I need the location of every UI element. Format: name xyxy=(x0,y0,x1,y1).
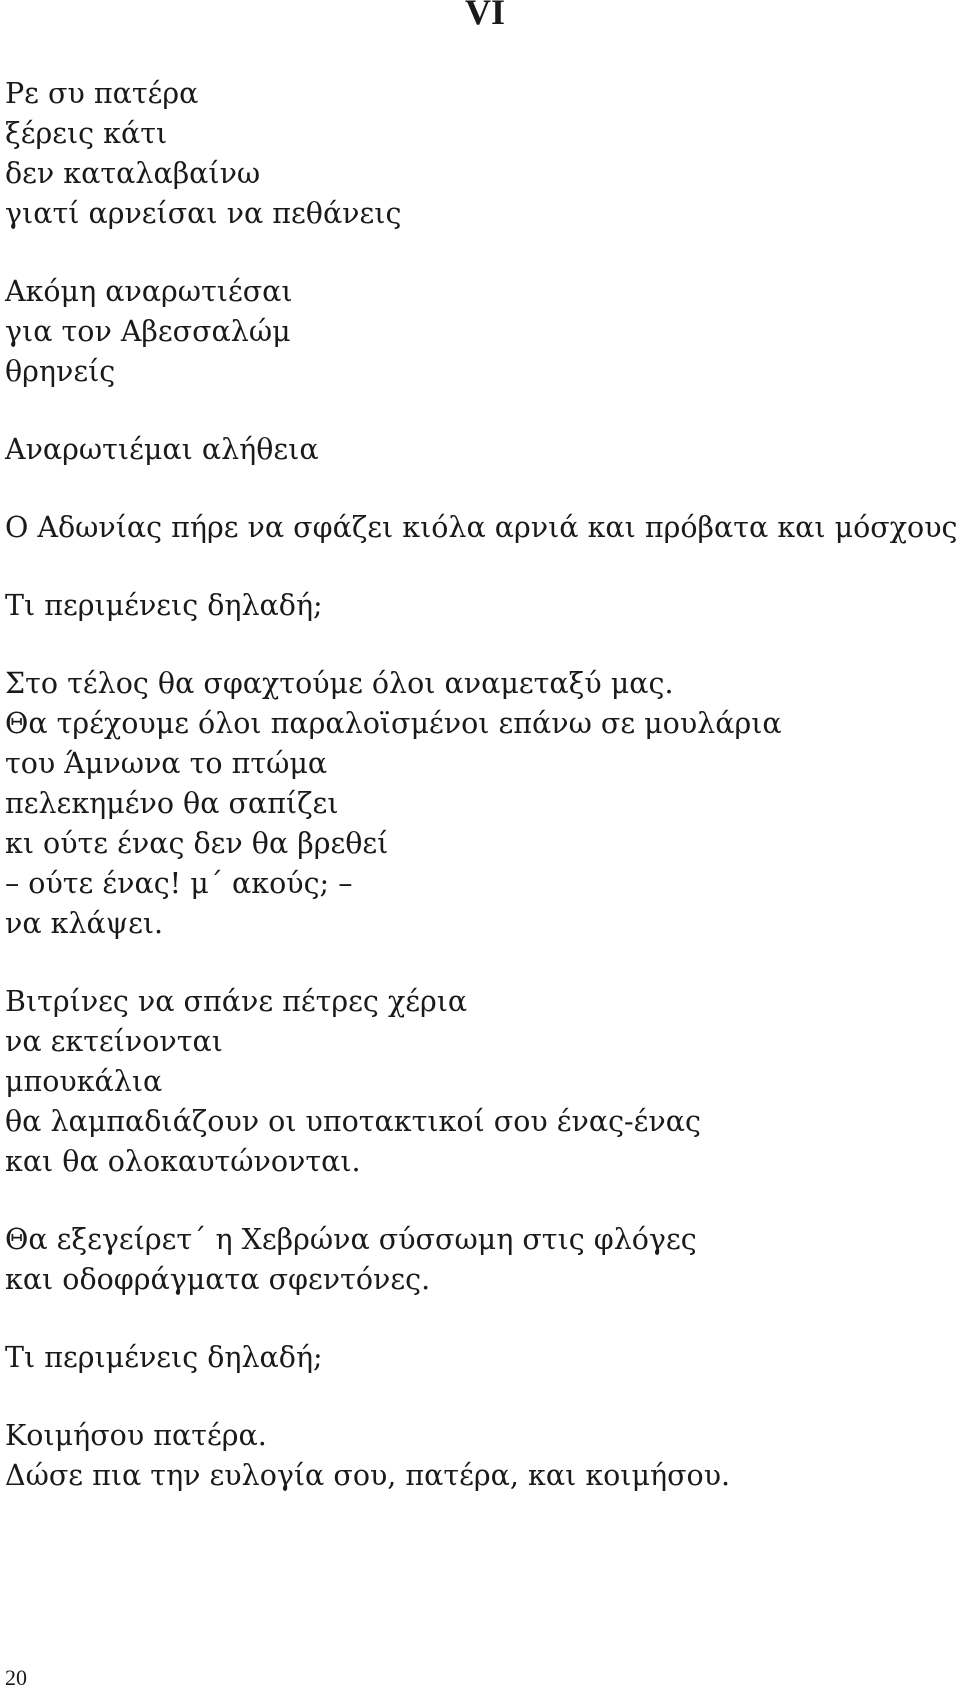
stanza-break xyxy=(5,548,955,586)
stanza xyxy=(5,272,955,392)
poem-line: Τι περιμένεις δηλαδή; xyxy=(5,1341,323,1374)
stanza xyxy=(5,74,955,234)
poem-line: Στο τέλος θα σφαχτούμε όλοι αναμεταξύ μας. xyxy=(5,667,674,700)
stanza xyxy=(5,1220,955,1300)
poem-line: και οδοφράγματα σφεντόνες. xyxy=(5,1263,431,1296)
poem-line: γιατί αρνείσαι να πεθάνεις xyxy=(5,197,402,230)
stanza xyxy=(5,982,955,1182)
stanza xyxy=(5,586,955,626)
poem-line: Βιτρίνες να σπάνε πέτρες χέρια xyxy=(5,985,468,1018)
stanza-break xyxy=(5,1300,955,1338)
stanza xyxy=(5,664,955,944)
stanza-break xyxy=(5,470,955,508)
poem-line: Θα τρέχουμε όλοι παραλοϊσμένοι επάνω σε μουλάρια xyxy=(5,707,782,740)
poem-line: για τον Αβεσσαλώμ xyxy=(5,315,291,348)
poem-line: Ρε συ πατέρα xyxy=(5,77,199,110)
poem-line: να εκτείνονται xyxy=(5,1025,223,1058)
poem-line: Τι περιμένεις δηλαδή; xyxy=(5,589,323,622)
stanza xyxy=(5,508,958,548)
stanza xyxy=(5,1338,955,1378)
poem-line: και θα ολοκαυτώνονται. xyxy=(5,1145,361,1178)
poem-line: Ο Αδωνίας πήρε να σφάζει κιόλα αρνιά και πρόβατα και μόσχους xyxy=(5,511,958,544)
stanza-break xyxy=(5,1378,955,1416)
poem-line: Θα εξεγείρετ΄ η Χεβρώνα σύσσωμη στις φλόγες xyxy=(5,1223,697,1256)
stanza xyxy=(5,1416,955,1496)
section-number: VI xyxy=(465,0,506,32)
stanza-break xyxy=(5,626,955,664)
poem-line: Δώσε πια την ευλογία σου, πατέρα, και κοιμήσου. xyxy=(5,1459,731,1492)
poem-line: Ακόμη αναρωτιέσαι xyxy=(5,275,293,308)
poem-line: Αναρωτιέμαι αλήθεια xyxy=(5,433,319,466)
poem-line: θα λαμπαδιάζουν οι υποτακτικοί σου ένας-ένας xyxy=(5,1105,701,1138)
poem-line: του Άμνωνα το πτώμα xyxy=(5,747,328,780)
poem-line: πελεκημένο θα σαπίζει xyxy=(5,787,339,820)
stanza-break xyxy=(5,392,955,430)
stanza-break xyxy=(5,1182,955,1220)
poem-line: μπουκάλια xyxy=(5,1065,163,1098)
poem-line: – ούτε ένας! μ΄ ακούς; – xyxy=(5,867,353,900)
poem-line: θρηνείς xyxy=(5,355,116,388)
poem-line: δεν καταλαβαίνω xyxy=(5,157,261,190)
stanza xyxy=(5,430,955,470)
poem-body xyxy=(5,74,958,1496)
poem-line: να κλάψει. xyxy=(5,907,164,940)
stanza-break xyxy=(5,944,955,982)
page-number: 20 xyxy=(5,1665,27,1690)
poem-line: κι ούτε ένας δεν θα βρεθεί xyxy=(5,827,389,860)
poem-line: ξέρεις κάτι xyxy=(5,117,168,150)
stanza-break xyxy=(5,234,955,272)
poem-line: Κοιμήσου πατέρα. xyxy=(5,1419,267,1452)
